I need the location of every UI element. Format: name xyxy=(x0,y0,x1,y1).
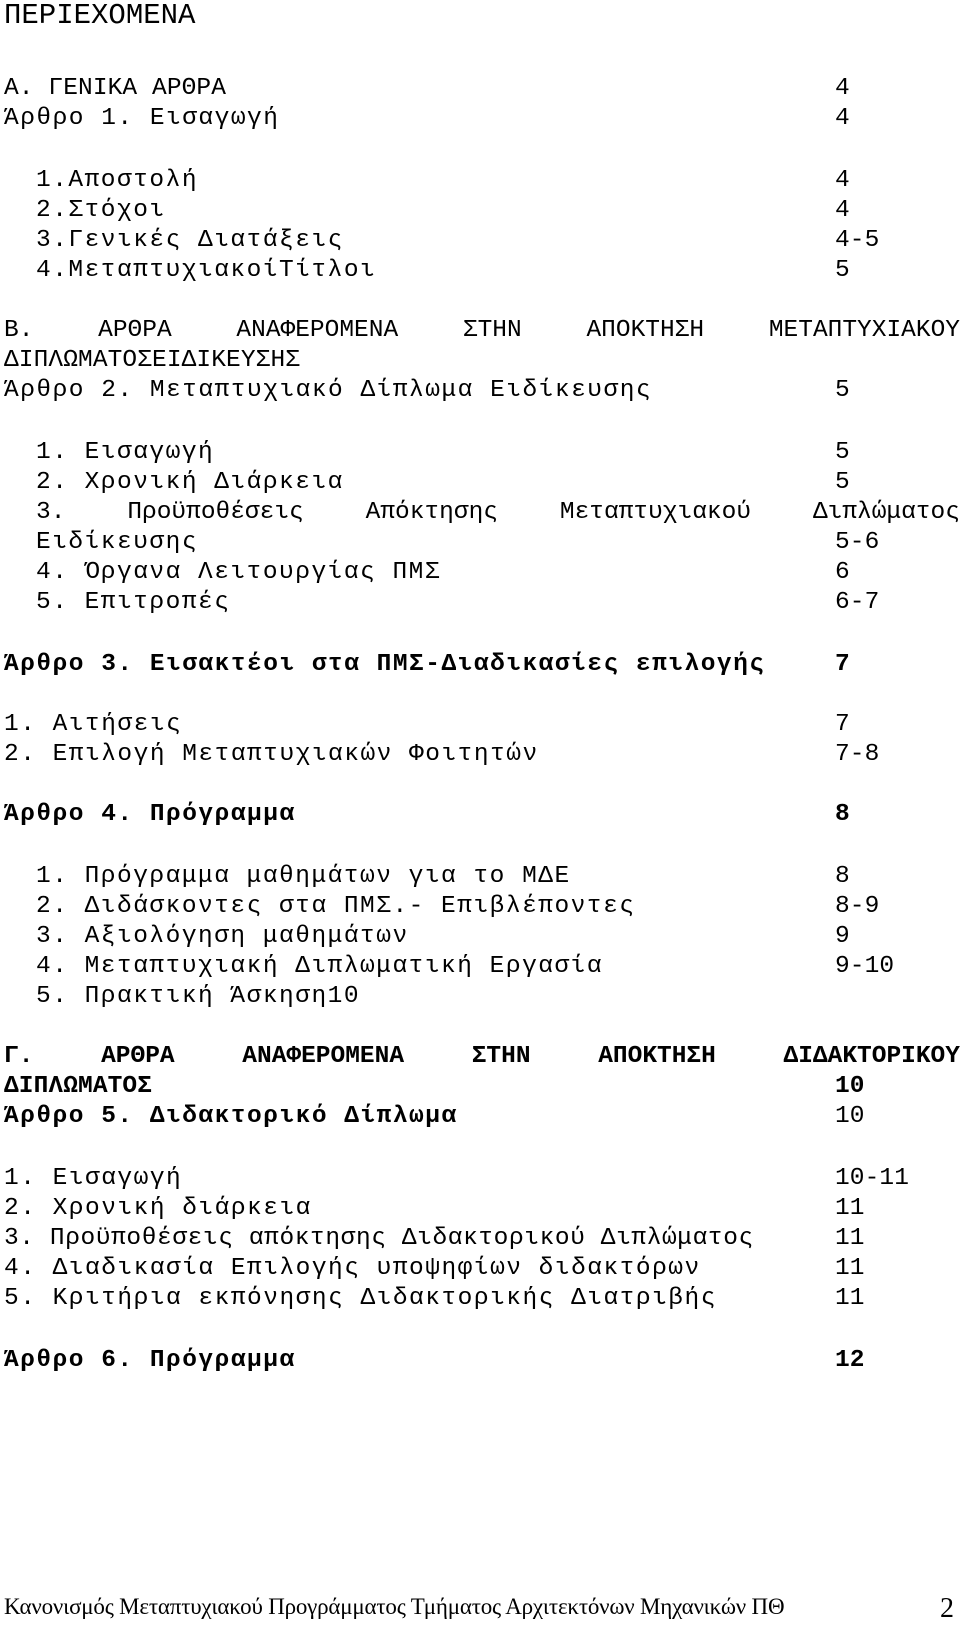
toc-label: 1. Εισαγωγή xyxy=(36,439,215,466)
toc-label: 4.ΜεταπτυχιακοίΤίτλοι xyxy=(36,257,377,284)
heading-word: Β. xyxy=(4,317,34,344)
toc-page-number: 12 xyxy=(835,1347,865,1374)
toc-page-number: 4 xyxy=(835,105,850,132)
heading-word: ΑΝΑΦΕΡΟΜΕΝΑ xyxy=(242,1043,405,1070)
heading-word: ΑΠΟΚΤΗΣΗ xyxy=(598,1043,716,1070)
toc-page-number: 4 xyxy=(835,197,850,224)
toc-label: 2. Χρονική Διάρκεια xyxy=(36,469,344,496)
toc-label: Άρθρο 2. Μεταπτυχιακό Δίπλωμα Ειδίκευσης xyxy=(4,377,653,404)
toc-label: ΔΙΠΛΩΜΑΤΟΣΕΙΔΙΚΕΥΣΗΣ xyxy=(4,347,301,374)
toc-page-number: 5 xyxy=(835,377,850,404)
toc-page-number: 10-11 xyxy=(835,1165,910,1192)
heading-word: ΣΤΗΝ xyxy=(471,1043,531,1070)
heading-word: ΑΡΘΡΑ xyxy=(101,1043,175,1070)
toc-page-number: 8 xyxy=(835,801,850,828)
entry-word: Μεταπτυχιακού xyxy=(559,499,752,526)
toc-label: Άρθρο 3. Εισακτέοι στα ΠΜΣ-Διαδικασίες επιλογής xyxy=(4,651,766,678)
toc-label: 3.Γενικές Διατάξεις xyxy=(36,227,344,254)
toc-page-number: 5-6 xyxy=(835,529,880,556)
toc-page-number: 9-10 xyxy=(835,953,895,980)
heading-word: ΣΤΗΝ xyxy=(462,317,522,344)
toc-label: Ειδίκευσης xyxy=(36,529,199,556)
page-title: ΠΕΡΙΕΧΟΜΕΝΑ xyxy=(4,0,196,32)
toc-label: 1. Αιτήσεις xyxy=(4,711,183,738)
entry-word: 3. xyxy=(36,499,66,526)
section-c-heading xyxy=(4,1042,960,1072)
toc-page-number: 10 xyxy=(835,1073,865,1100)
toc-label: Άρθρο 5. Διδακτορικό Δίπλωμα xyxy=(4,1103,458,1130)
toc-page-number: 6 xyxy=(835,559,850,586)
footer-text: Κανονισμός Μεταπτυχιακού Προγράμματος Τμήματος Αρχιτεκτόνων Μηχανικών ΠΘ xyxy=(4,1594,785,1619)
heading-word: ΜΕΤΑΠΤΥΧΙΑΚΟΥ xyxy=(768,317,960,344)
footer-page-number: 2 xyxy=(940,1593,954,1624)
toc-page-number: 11 xyxy=(835,1195,865,1222)
entry-word: Απόκτησης xyxy=(365,499,498,526)
toc-page-number: 11 xyxy=(835,1255,865,1282)
toc-page-number: 7-8 xyxy=(835,741,880,768)
heading-word: Γ. xyxy=(4,1043,34,1070)
heading-word: ΑΡΘΡΑ xyxy=(98,317,172,344)
toc-page-number: 7 xyxy=(835,711,850,738)
toc-label: 5. Πρακτική Άσκηση10 xyxy=(36,983,361,1010)
toc-label: 3. Αξιολόγηση μαθημάτων xyxy=(36,923,409,950)
toc-label: 1.Αποστολή xyxy=(36,167,199,194)
toc-page-number: 6-7 xyxy=(835,589,880,616)
toc-label: Άρθρο 6. Πρόγραμμα xyxy=(4,1347,296,1374)
heading-word: ΔΙΔΑΚΤΟΡΙΚΟΥ xyxy=(783,1043,960,1070)
toc-page-number: 10 xyxy=(835,1103,865,1130)
toc-label: Άρθρο 4. Πρόγραμμα xyxy=(4,801,296,828)
toc-entry-wrapped xyxy=(36,498,960,528)
toc-label: 3. Προϋποθέσεις απόκτησης Διδακτορικού Διπλώματος xyxy=(4,1225,754,1252)
toc-label: 5. Επιτροπές xyxy=(36,589,231,616)
heading-word: ΑΠΟΚΤΗΣΗ xyxy=(586,317,705,344)
toc-page-number: 4 xyxy=(835,167,850,194)
toc-page-number: 5 xyxy=(835,439,850,466)
toc-page-number: 11 xyxy=(835,1225,865,1252)
toc-label: 4. Μεταπτυχιακή Διπλωματική Εργασία xyxy=(36,953,604,980)
page-footer xyxy=(0,1590,960,1624)
heading-word: ΑΝΑΦΕΡΟΜΕΝΑ xyxy=(236,317,399,344)
toc-label: 5. Κριτήρια εκπόνησης Διδακτορικής Διατριβής xyxy=(4,1285,717,1312)
toc-page-number: 8-9 xyxy=(835,893,880,920)
entry-word: Διπλώματος xyxy=(812,499,960,526)
toc-page-number: 5 xyxy=(835,257,850,284)
toc-page-number: 4-5 xyxy=(835,227,880,254)
entry-word: Προϋποθέσεις xyxy=(127,499,304,526)
toc-label: 1. Εισαγωγή xyxy=(4,1165,183,1192)
toc-label: ΔΙΠΛΩΜΑΤΟΣ xyxy=(4,1073,153,1100)
toc-page-number: 8 xyxy=(835,863,850,890)
toc-label: Α. ΓΕΝΙΚΑ ΑΡΘΡΑ xyxy=(4,75,227,102)
toc-label: 2. Διδάσκοντες στα ΠΜΣ.- Επιβλέποντες xyxy=(36,893,636,920)
toc-label: 4. Διαδικασία Επιλογής υποψηφίων διδακτόρων xyxy=(4,1255,701,1282)
toc-page-number: 5 xyxy=(835,469,850,496)
toc-page-number: 7 xyxy=(835,651,850,678)
section-b-heading xyxy=(4,316,960,346)
toc-label: 4. Όργανα Λειτουργίας ΠΜΣ xyxy=(36,559,442,586)
toc-label: 2.Στόχοι xyxy=(36,197,166,224)
toc-page-number: 9 xyxy=(835,923,850,950)
toc-page-number: 4 xyxy=(835,75,850,102)
toc-label: 1. Πρόγραμμα μαθημάτων για το ΜΔΕ xyxy=(36,863,571,890)
toc-page-number: 11 xyxy=(835,1285,865,1312)
toc-label: 2. Επιλογή Μεταπτυχιακών Φοιτητών xyxy=(4,741,539,768)
toc-label: 2. Χρονική διάρκεια xyxy=(4,1195,312,1222)
toc-label: Άρθρο 1. Εισαγωγή xyxy=(4,105,280,132)
